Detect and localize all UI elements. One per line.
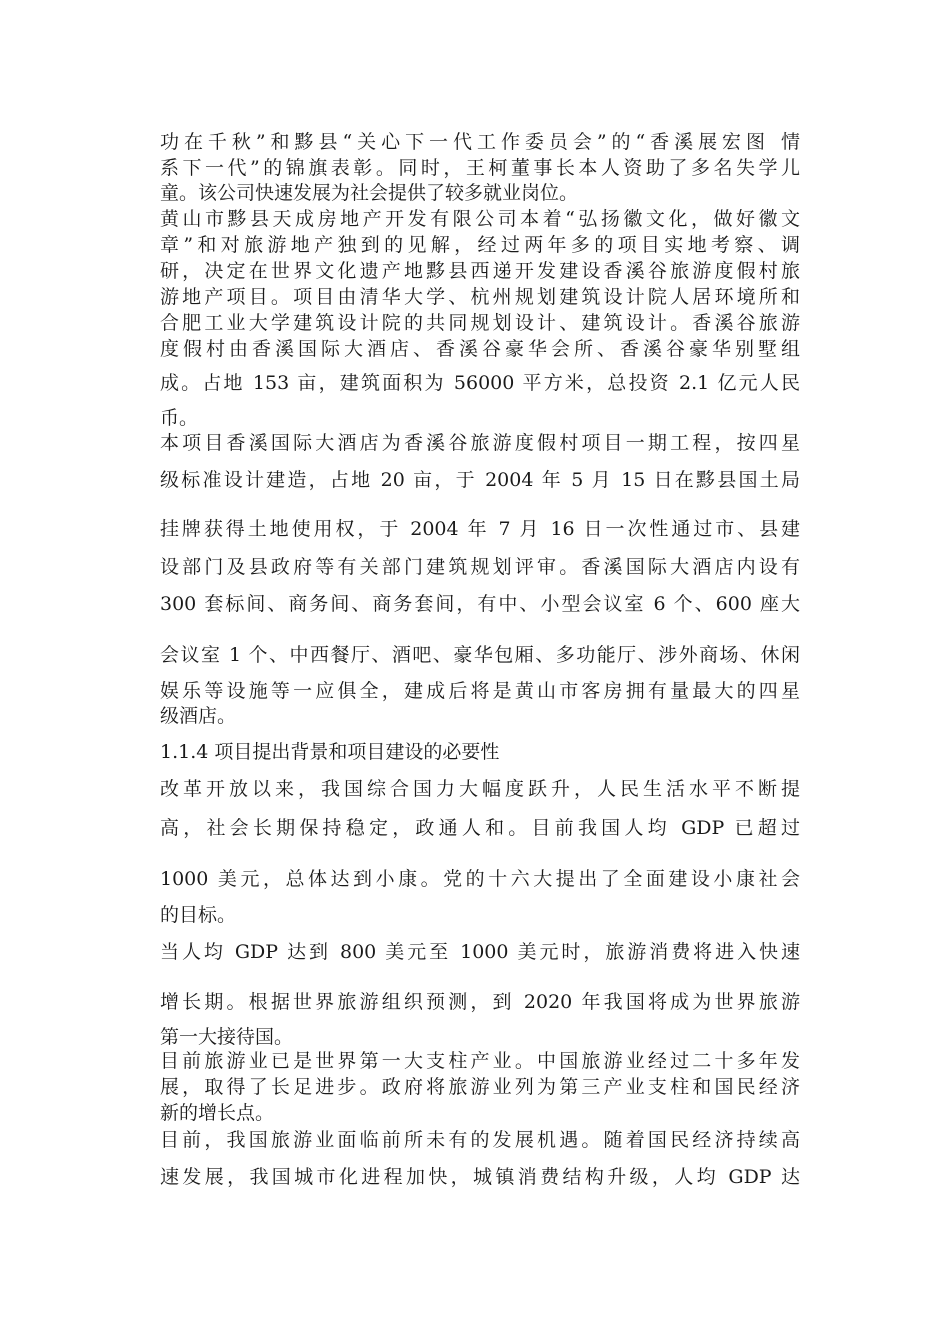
text-line: 1000 美元，总体达到小康。党的十六大提出了全面建设小康社会 bbox=[160, 868, 800, 890]
text-line: 当人均 GDP 达到 800 美元至 1000 美元时，旅游消费将进入快速 bbox=[160, 941, 800, 963]
text-line: 本项目香溪国际大酒店为香溪谷旅游度假村项目一期工程，按四星 bbox=[160, 432, 800, 454]
text-line: 设部门及县政府等有关部门建筑规划评审。香溪国际大酒店内设有 bbox=[160, 556, 800, 578]
text-line: 挂牌获得土地使用权，于 2004 年 7 月 16 日一次性通过市、县建 bbox=[160, 518, 800, 540]
section-heading: 1.1.4 项目提出背景和项目建设的必要性 bbox=[160, 741, 500, 763]
text-line: 改革开放以来，我国综合国力大幅度跃升，人民生活水平不断提 bbox=[160, 778, 800, 800]
text-line: 目前旅游业已是世界第一大支柱产业。中国旅游业经过二十多年发 bbox=[160, 1050, 800, 1072]
text-line: 功在千秋”和黟县“关心下一代工作委员会”的“香溪展宏图 情 bbox=[160, 131, 800, 153]
text-line: 展，取得了长足进步。政府将旅游业列为第三产业支柱和国民经济 bbox=[160, 1076, 800, 1098]
text-line: 游地产项目。项目由清华大学、杭州规划建筑设计院人居环境所和 bbox=[160, 286, 800, 308]
text-line: 级标准设计建造，占地 20 亩，于 2004 年 5 月 15 日在黟县国土局 bbox=[160, 469, 800, 491]
text-line: 币。 bbox=[160, 407, 199, 429]
text-line: 速发展，我国城市化进程加快，城镇消费结构升级，人均 GDP 达 bbox=[160, 1166, 800, 1188]
text-line: 目前，我国旅游业面临前所未有的发展机遇。随着国民经济持续高 bbox=[160, 1129, 800, 1151]
text-line: 的目标。 bbox=[160, 904, 237, 926]
text-line: 300 套标间、商务间、商务套间，有中、小型会议室 6 个、600 座大 bbox=[160, 593, 800, 615]
text-line: 章”和对旅游地产独到的见解，经过两年多的项目实地考察、调 bbox=[160, 234, 800, 256]
text-line: 度假村由香溪国际大酒店、香溪谷豪华会所、香溪谷豪华别墅组 bbox=[160, 338, 800, 360]
text-line: 黄山市黟县天成房地产开发有限公司本着“弘扬徽文化，做好徽文 bbox=[160, 208, 800, 230]
text-line: 研，决定在世界文化遗产地黟县西递开发建设香溪谷旅游度假村旅 bbox=[160, 260, 800, 282]
text-line: 高，社会长期保持稳定，政通人和。目前我国人均 GDP 已超过 bbox=[160, 817, 800, 839]
text-line: 级酒店。 bbox=[160, 705, 237, 727]
text-line: 新的增长点。 bbox=[160, 1102, 275, 1124]
text-line: 娱乐等设施等一应俱全，建成后将是黄山市客房拥有量最大的四星 bbox=[160, 680, 800, 702]
text-line: 合肥工业大学建筑设计院的共同规划设计、建筑设计。香溪谷旅游 bbox=[160, 312, 800, 334]
text-line: 第一大接待国。 bbox=[160, 1026, 294, 1048]
text-line: 系下一代”的锦旗表彰。同时，王柯董事长本人资助了多名失学儿 bbox=[160, 157, 800, 179]
text-line: 成。占地 153 亩，建筑面积为 56000 平方米，总投资 2.1 亿元人民 bbox=[160, 372, 800, 394]
text-line: 会议室 1 个、中西餐厅、酒吧、豪华包厢、多功能厅、涉外商场、休闲 bbox=[160, 644, 800, 666]
text-line: 增长期。根据世界旅游组织预测，到 2020 年我国将成为世界旅游 bbox=[160, 991, 800, 1013]
text-line: 童。该公司快速发展为社会提供了较多就业岗位。 bbox=[160, 182, 579, 204]
